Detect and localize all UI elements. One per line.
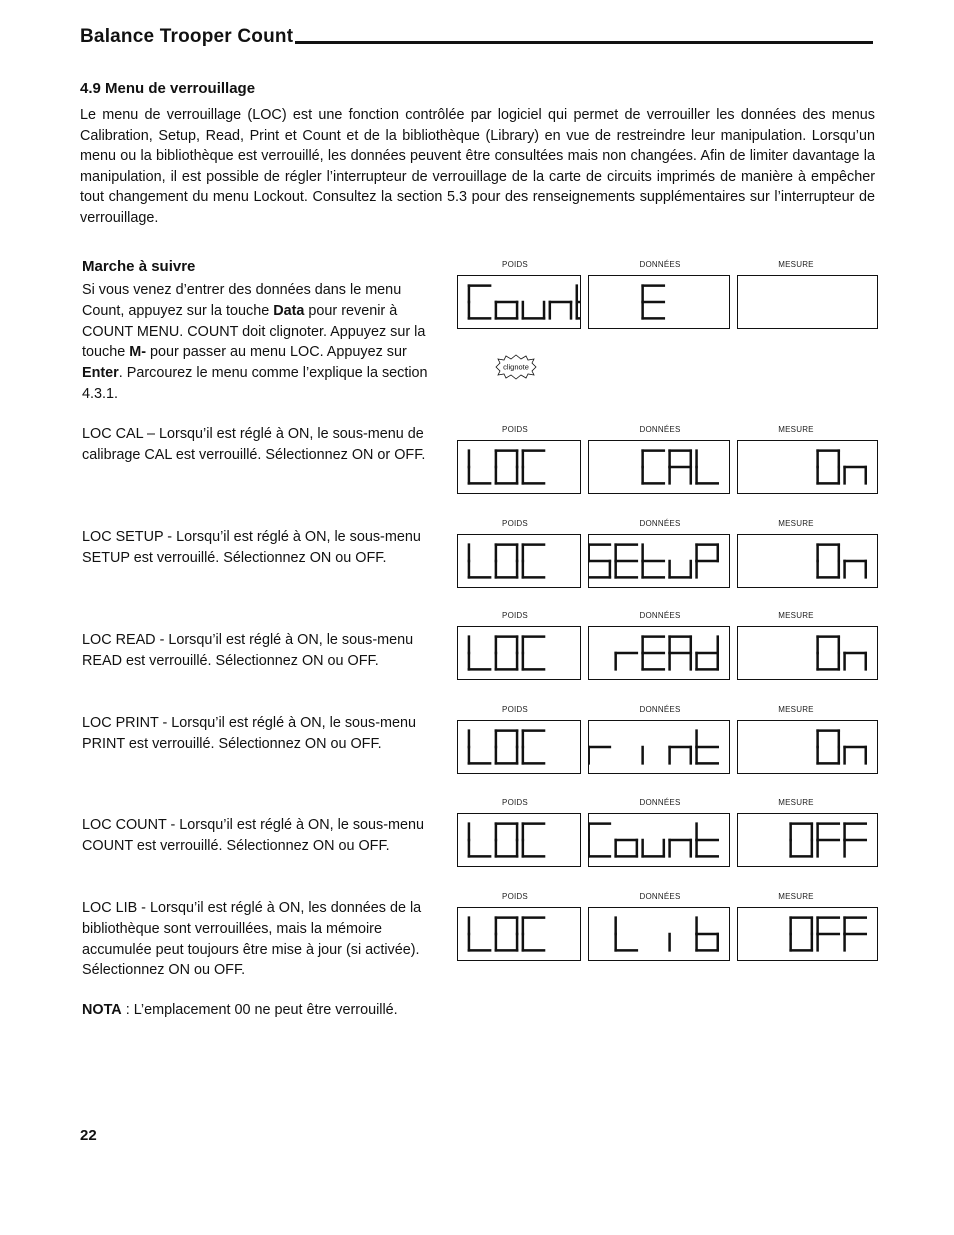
display-label-poids: POIDS bbox=[502, 425, 528, 434]
display-label-poids: POIDS bbox=[502, 892, 528, 901]
display-label-mesure: MESURE bbox=[778, 260, 814, 269]
lcd-text-mesure bbox=[738, 627, 877, 679]
lcd-poids-4 bbox=[457, 626, 581, 680]
display-label-mesure: MESURE bbox=[778, 519, 814, 528]
lcd-text-poids bbox=[458, 276, 580, 328]
m-minus-key: M- bbox=[129, 344, 146, 361]
display-label-donnees: DONNÉES bbox=[639, 798, 681, 807]
display-label-poids: POIDS bbox=[502, 798, 528, 807]
lcd-text-donnees bbox=[589, 908, 729, 960]
lcd-text-poids bbox=[458, 814, 580, 866]
lcd-poids-5 bbox=[457, 720, 581, 774]
lcd-text-poids bbox=[458, 535, 580, 587]
lcd-donnees-4 bbox=[588, 626, 730, 680]
lcd-donnees-5 bbox=[588, 720, 730, 774]
lcd-poids-2 bbox=[457, 440, 581, 494]
lcd-donnees-3 bbox=[588, 534, 730, 588]
nota-text: NOTA : L’emplacement 00 ne peut être verrouillé. bbox=[82, 1002, 398, 1018]
lcd-text-donnees bbox=[589, 441, 729, 493]
section-title: 4.9 Menu de verrouillage bbox=[80, 80, 256, 97]
lcd-mesure-7 bbox=[737, 907, 878, 961]
lcd-donnees-7 bbox=[588, 907, 730, 961]
display-label-donnees: DONNÉES bbox=[639, 705, 681, 714]
display-label-donnees: DONNÉES bbox=[639, 260, 681, 269]
header-title: Balance Trooper Count bbox=[80, 26, 294, 47]
display-label-donnees: DONNÉES bbox=[639, 611, 681, 620]
lcd-text-poids bbox=[458, 908, 580, 960]
loc-read-text: LOC READ - Lorsqu’il est réglé à ON, le sous-menu READ est verrouillé. Sélectionnez ON ou OFF. bbox=[82, 632, 414, 669]
lcd-donnees-2 bbox=[588, 440, 730, 494]
display-label-poids: POIDS bbox=[502, 260, 528, 269]
display-label-mesure: MESURE bbox=[778, 892, 814, 901]
lcd-text-poids bbox=[458, 627, 580, 679]
loc-setup-text: LOC SETUP - Lorsqu’il est réglé à ON, le sous-menu SETUP est verrouillé. Sélectionnez ON ou OFF. bbox=[82, 529, 421, 566]
lcd-donnees-1 bbox=[588, 275, 730, 329]
loc-print-text: LOC PRINT - Lorsqu’il est réglé à ON, le sous-menu PRINT est verrouillé. Sélectionnez ON ou OFF. bbox=[82, 715, 417, 752]
display-label-mesure: MESURE bbox=[778, 425, 814, 434]
lcd-mesure-1 bbox=[737, 275, 878, 329]
enter-key: Enter bbox=[82, 365, 119, 382]
lcd-poids-1 bbox=[457, 275, 581, 329]
display-label-mesure: MESURE bbox=[778, 611, 814, 620]
blink-badge bbox=[494, 353, 538, 381]
display-label-donnees: DONNÉES bbox=[639, 892, 681, 901]
lcd-text-poids bbox=[458, 721, 580, 773]
display-label-mesure: MESURE bbox=[778, 705, 814, 714]
lcd-text-mesure bbox=[738, 814, 877, 866]
display-label-donnees: DONNÉES bbox=[639, 519, 681, 528]
loc-count-text: LOC COUNT - Lorsqu’il est réglé à ON, le sous-menu COUNT est verrouillé. Sélectionnez ON ou OFF. bbox=[82, 817, 425, 854]
lcd-text-mesure bbox=[738, 535, 877, 587]
lcd-mesure-6 bbox=[737, 813, 878, 867]
lcd-text-mesure bbox=[738, 441, 877, 493]
display-label-poids: POIDS bbox=[502, 519, 528, 528]
lcd-text-mesure bbox=[738, 276, 877, 328]
lcd-poids-7 bbox=[457, 907, 581, 961]
lcd-mesure-3 bbox=[737, 534, 878, 588]
lcd-text-donnees bbox=[589, 814, 729, 866]
header-rule bbox=[295, 41, 873, 44]
lcd-poids-3 bbox=[457, 534, 581, 588]
display-label-donnees: DONNÉES bbox=[639, 425, 681, 434]
lcd-text-donnees bbox=[589, 276, 729, 328]
steps-title: Marche à suivre bbox=[82, 258, 196, 275]
loc-cal-text: LOC CAL – Lorsqu’il est réglé à ON, le sous-menu de calibrage CAL est verrouillé. Sélectionnez ON or OFF. bbox=[82, 426, 426, 463]
lcd-text-mesure bbox=[738, 721, 877, 773]
lcd-mesure-5 bbox=[737, 720, 878, 774]
lcd-donnees-6 bbox=[588, 813, 730, 867]
page-number: 22 bbox=[80, 1127, 97, 1144]
blink-label: clignote bbox=[503, 362, 529, 372]
lcd-mesure-4 bbox=[737, 626, 878, 680]
lcd-mesure-2 bbox=[737, 440, 878, 494]
lcd-text-donnees bbox=[589, 627, 729, 679]
lcd-text-donnees bbox=[589, 721, 729, 773]
display-label-mesure: MESURE bbox=[778, 798, 814, 807]
display-label-poids: POIDS bbox=[502, 705, 528, 714]
loc-lib-text: LOC LIB - Lorsqu’il est réglé à ON, les données de la bibliothèque sont verrouillées, mais la mémoire accumulée peut toujours être mise à jour (si activée). Sélectionnez ON ou OFF. bbox=[82, 900, 422, 979]
lcd-poids-6 bbox=[457, 813, 581, 867]
intro-paragraph: Le menu de verrouillage (LOC) est une fonction contrôlée par logiciel qui permet de verrouiller les données des menus Calibration, Setup, Read, Print et Count et de la bibliothèque (Library) en vue de restreindre leur manipulation. Lorsqu’un menu ou la bibliothèque est verrouillé, les données peuvent être consultées mais non changées. Afin de limiter davantage la manipulation, il est possible de régler l’interrupteur de verrouillage de la carte de circuits imprimés de manière à empêcher tout changement du menu Lockout. Consultez la section 5.3 pour des renseignements supplémentaires sur l’interrupteur de verrouillage. bbox=[80, 107, 875, 226]
data-key: Data bbox=[273, 302, 305, 319]
nota-label: NOTA bbox=[82, 1002, 122, 1018]
display-label-poids: POIDS bbox=[502, 611, 528, 620]
lcd-text-donnees bbox=[589, 535, 729, 587]
lcd-text-mesure bbox=[738, 908, 877, 960]
steps-instructions: Si vous venez d’entrer des données dans le menu Count, appuyez sur la touche Data pour revenir à COUNT MENU. COUNT doit clignoter. Appuyez sur la touche M- pour passer au menu LOC. Appuyez sur Enter. Parcourez le menu comme l’explique la section 4.3.1. bbox=[82, 282, 428, 402]
lcd-text-poids bbox=[458, 441, 580, 493]
blink-starburst-icon bbox=[494, 353, 538, 381]
